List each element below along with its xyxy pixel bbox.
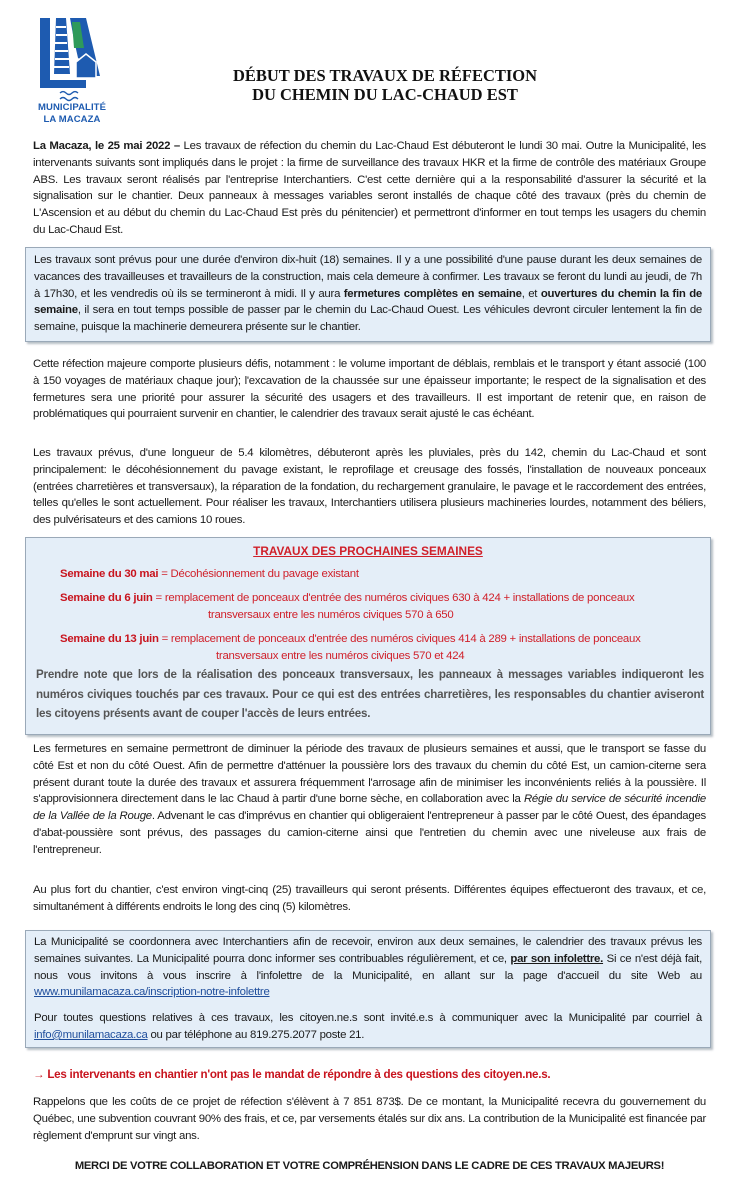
para4-text-a: Les fermetures en semaine permettront de diminuer la période des travaux de plusieurs semaines et aussi, que le transport se fasse du côté Est et non du côté Ouest. Afin de permettre d'atténuer la poussière lors des travaux du chemin du côté Est, un camion-citerne sera présent durant toute la durée des travaux et assurera fréquemment l'arrosage afin de minimiser les inconvénients reliés à la poussière. Il s'approvisionnera directement dans le lac Chaud à partir d'une borne sèche, en collaboration avec la — [33, 743, 706, 806]
workers-paragraph: Au plus fort du chantier, c'est environ vingt-cinq (25) travailleurs qui seront présents. Différentes équipes effectueront des travaux, et ce, simultanément à différents endroits le long des cinq (5) kilomètres. — [33, 884, 706, 913]
page-title — [160, 66, 610, 104]
schedule-info-box — [25, 247, 711, 342]
dateline: La Macaza, le 25 mai 2022 – — [33, 140, 180, 152]
box2-text-a: La Municipalité se coordonnera avec Interchantiers afin de recevoir, environ aux deux semaines, le calendrier des travaux prévus les semaines suivantes. La Municipalité pourra donc informer ses contribuables régulièrement, et ce, — [34, 936, 702, 965]
contact-text — [26, 1010, 710, 1044]
box2-text-b: Si ce n'est déjà fait, nous vous invitons à vous inscrire à l'infolettre de la Municipalité, en allant sur la page d'accueil du site Web au — [34, 952, 702, 982]
title-line-1: DÉBUT DES TRAVAUX DE RÉFECTION — [232, 66, 538, 85]
schedule-week: Semaine du 30 mai — [60, 568, 159, 580]
communication-box — [25, 930, 711, 1048]
schedule-detail: remplacement de ponceaux d'entrée des numéros civiques 630 à 424 + installations de ponceaux — [164, 592, 635, 604]
schedule-week: Semaine du 13 juin — [60, 633, 159, 645]
schedule-detail-cont: transversaux entre les numéros civiques 570 et 424 — [216, 650, 465, 662]
closing-message: MERCI DE VOTRE COLLABORATION ET VOTRE COMPRÉHENSION DANS LE CADRE DE CES TRAVAUX MAJEURS! — [74, 1160, 665, 1172]
municipality-logo — [26, 14, 118, 126]
box2-text-c: Pour toutes questions relatives à ces travaux, les citoyen.ne.s sont invité.e.s à communiquer avec la Municipalité par courriel à — [34, 1012, 702, 1025]
box1-bold-openings: ouvertures du chemin la fin de semaine — [34, 287, 703, 317]
intro-paragraph — [33, 138, 706, 239]
box2-text-d: ou par téléphone au 819.275.2077 poste 21. — [147, 1028, 365, 1041]
box1-bold-closures: fermetures complètes en semaine — [343, 287, 522, 300]
para4-text-b: . Advenant le cas d'imprévus en chantier qui obligeraient l'entrepreneur à passer par le côté Ouest, des épandages d'abat-poussière sont prévus, des passages du camion-citerne ainsi que l'entretien du chemin avec une niveleuse aux frais de l'entrepreneur. — [33, 810, 707, 856]
upcoming-works-title: TRAVAUX DES PROCHAINES SEMAINES — [253, 544, 483, 558]
newsletter-emphasis: par son infolettre. — [510, 952, 604, 965]
culvert-note: Prendre note que lors de la réalisation des ponceaux transversaux, les panneaux à messages variables indiqueront les numéros civiques touchés par ces travaux. Pour ce qui est des entrées charretières, les responsables du chantier aviseront les citoyens présents avant de couper l'accès de leurs entrées. — [36, 668, 704, 720]
schedule-item — [26, 590, 710, 624]
logo-text-line2: LA MACAZA — [43, 114, 101, 125]
warning-notice: → Les intervenants en chantier n'ont pas le mandat de répondre à des questions des citoyen.ne.s. — [33, 1068, 551, 1081]
schedule-week: Semaine du 6 juin — [60, 592, 153, 604]
email-link[interactable]: info@munilamacaza.ca — [34, 1028, 148, 1041]
schedule-separator: = — [158, 633, 171, 645]
upcoming-works-box — [25, 537, 711, 735]
cost-paragraph: Rappelons que les coûts de ce projet de réfection s'élèvent à 7 851 873$. De ce montant, la Municipalité recevra du gouvernement du Québec, une subvention couvrant 90% des frais, et ce, par versements étalés sur dix ans. La contribution de la Municipalité est financée par règlement d'emprunt sur vingt ans. — [33, 1096, 706, 1142]
box1-text-a: Les travaux sont prévus pour une durée d'environ dix-huit (18) semaines. Il y a une possibilité d'une pause durant les deux semaines de vacances des travailleuses et travailleurs de la construction, mais cela demeure à confirmer. Les travaux se feront du lundi au jeudi, de 7h à 17h30, et les vendredis où ils se termineront à midi. Il y aura — [34, 254, 702, 300]
box1-text-c: , il sera en tout temps possible de passer par le chemin du Lac-Chaud Ouest. Les véhicules devront circuler lentement la fin de semaine, puisque la machinerie demeurera présente sur le chantier. — [34, 304, 702, 334]
dust-control-paragraph — [33, 741, 706, 859]
schedule-detail-cont: transversaux entre les numéros civiques 570 à 650 — [208, 609, 454, 621]
box1-text-b: , et — [521, 287, 541, 300]
title-line-2: DU CHEMIN DU LAC-CHAUD EST — [252, 85, 518, 104]
schedule-info-text — [26, 248, 710, 336]
fire-service-name: Régie du service de sécurité incendie de la Vallée de la Rouge — [33, 793, 706, 823]
logo-text-line1: MUNICIPALITÉ — [37, 102, 107, 113]
newsletter-link[interactable]: www.munilamacaza.ca/inscription-notre-infolettre — [34, 986, 270, 999]
intro-text: Les travaux de réfection du chemin du Lac-Chaud Est débuteront le lundi 30 mai. Outre la Municipalité, les intervenants suivants sont impliqués dans le projet : la firme de surveillance des travaux HKR et la firme de contrôle des matériaux Groupe ABS. Les travaux seront réalisés par l'entreprise Interchantiers. C'est cette dernière qui a la responsabilité d'assurer la sécurité et la signalisation sur le chantier. Deux panneaux à messages variables seront installés de chaque côté des travaux (près du chemin de L'Ascension et au début du chemin du Lac-Chaud Est près du pénitencier) et permettront d'informer en tout temps les usagers du chemin du Lac-Chaud Est. — [33, 140, 706, 236]
challenges-paragraph: Cette réfection majeure comporte plusieurs défis, notamment : le volume important de déblais, remblais et le transport y étant associé (100 à 150 voyages de matériaux chaque jour); l'excavation de la chaussée sur une épaisseur importante; le respect de la signalisation et des fermetures sera une priorité pour assurer la sécurité des usagers et des travailleurs. Il est important de retenir que, en raison de problématiques qui pourraient survenir en chantier, le calendrier des travaux serait ajusté le cas échéant. — [33, 358, 706, 421]
schedule-detail: Décohésionnement du pavage existant — [170, 568, 359, 580]
schedule-item — [26, 631, 710, 665]
schedule-separator: = — [158, 568, 171, 580]
newsletter-text — [26, 931, 710, 1001]
logo-emblem-icon — [26, 14, 118, 94]
works-description-paragraph: Les travaux prévus, d'une longueur de 5.4 kilomètres, débuteront après les pluviales, près du 142, chemin du Lac-Chaud et sont principalement: le décohésionnement du pavage existant, le reprofilage et creusage des fossés, l'installation de nouveaux ponceaux (entrées charretières et transversaux), la réparation de la fondation, du rechargement granulaire, le pavage et le raccordement des entrées, telles qu'elles le sont actuellement. Pour réaliser les travaux, Interchantiers utilisera plusieurs machineries lourdes, notamment des béliers, des pulvérisateurs et des camions 10 roues. — [33, 447, 706, 527]
schedule-detail: remplacement de ponceaux d'entrée des numéros civiques 414 à 289 + installations de ponceaux — [170, 633, 641, 645]
schedule-separator: = — [152, 592, 165, 604]
schedule-item — [26, 566, 710, 583]
